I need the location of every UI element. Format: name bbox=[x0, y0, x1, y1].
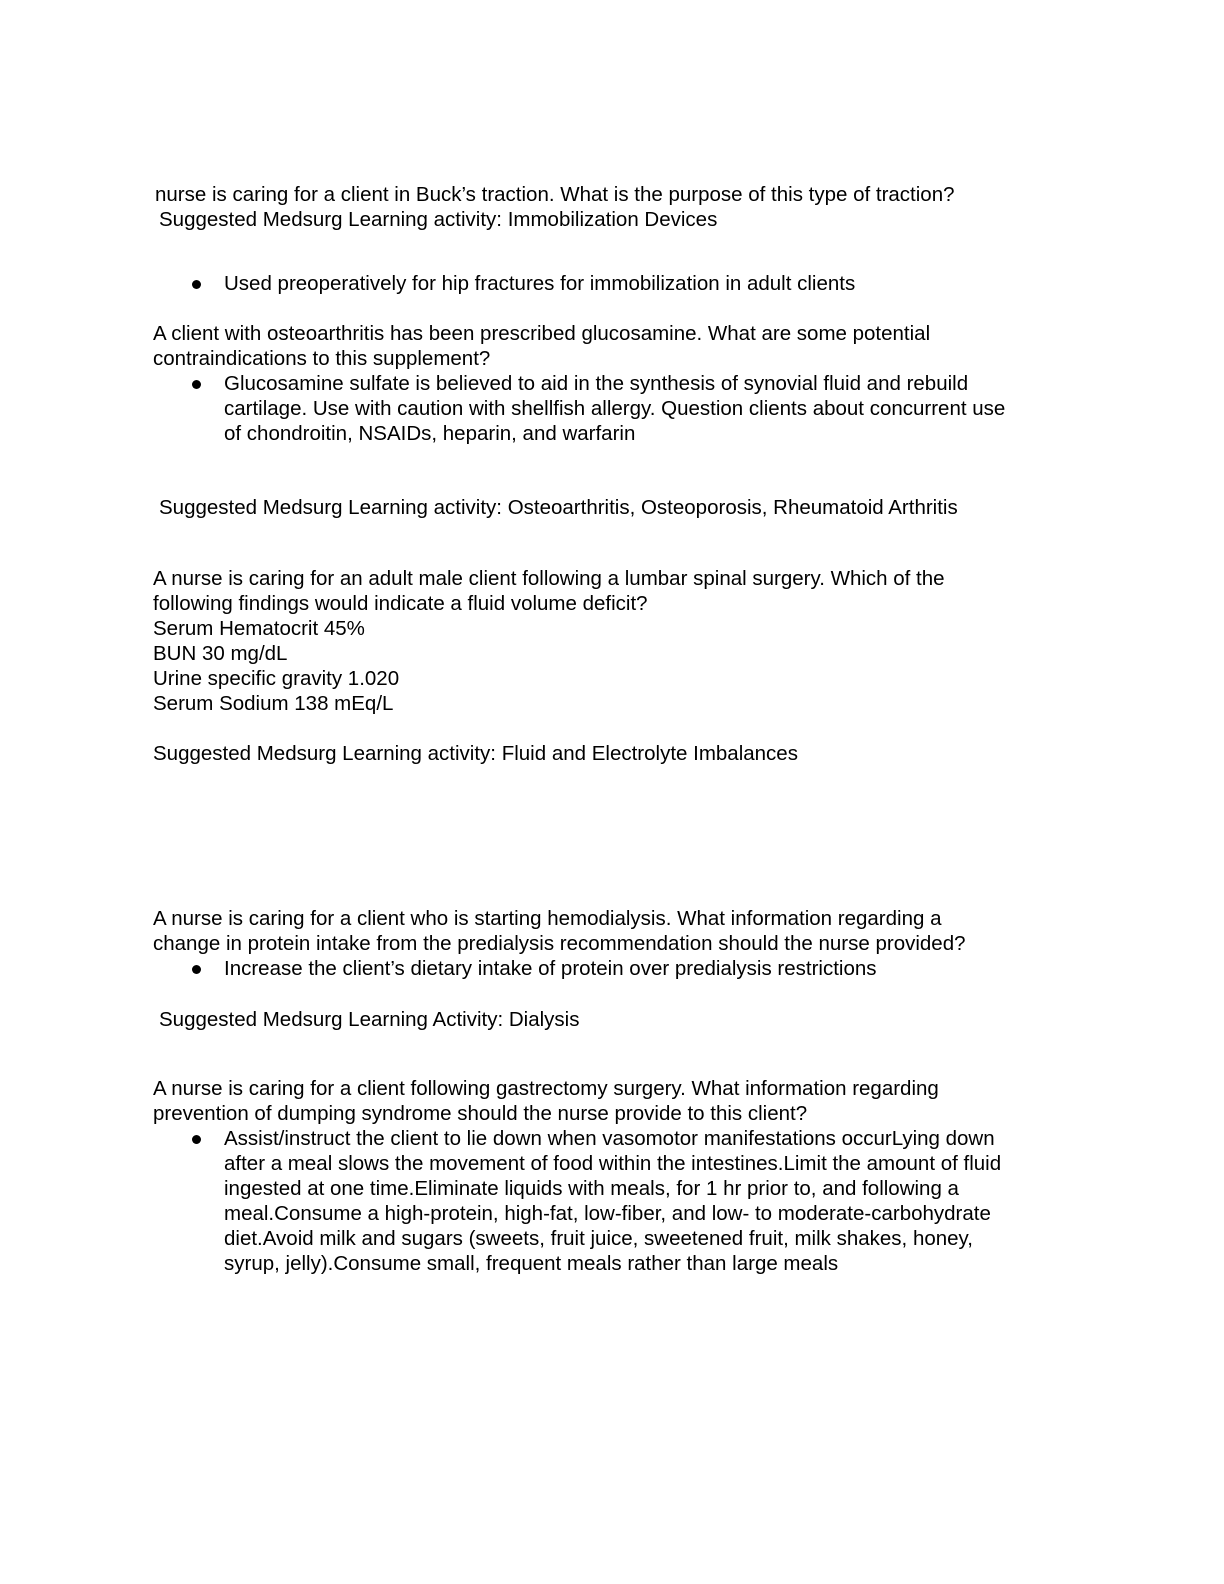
question-1-answer: Used preoperatively for hip fractures for immobilization in adult clients bbox=[224, 272, 856, 295]
question-1-text: nurse is caring for a client in Buck’s traction. What is the purpose of this type of traction? bbox=[155, 183, 955, 206]
question-1-activity: Suggested Medsurg Learning activity: Immobilization Devices bbox=[159, 208, 718, 231]
bullet-icon bbox=[192, 280, 201, 289]
question-2-answer-line-2: cartilage. Use with caution with shellfish allergy. Question clients about concurrent use bbox=[224, 397, 1006, 420]
bullet-icon bbox=[192, 380, 201, 389]
question-3-activity: Suggested Medsurg Learning activity: Fluid and Electrolyte Imbalances bbox=[153, 742, 798, 765]
question-3-option-1: Serum Hematocrit 45% bbox=[153, 617, 365, 640]
question-5-answer-line-6: syrup, jelly).Consume small, frequent meals rather than large meals bbox=[224, 1252, 839, 1275]
bullet-icon bbox=[192, 965, 201, 974]
question-2-text-line-1: A client with osteoarthritis has been prescribed glucosamine. What are some potential bbox=[153, 322, 931, 345]
question-2-answer-line-1: Glucosamine sulfate is believed to aid in the synthesis of synovial fluid and rebuild bbox=[224, 372, 969, 395]
question-5-text-line-1: A nurse is caring for a client following gastrectomy surgery. What information regarding bbox=[153, 1077, 939, 1100]
bullet-icon bbox=[192, 1135, 201, 1144]
question-5-answer-line-3: ingested at one time.Eliminate liquids with meals, for 1 hr prior to, and following a bbox=[224, 1177, 959, 1200]
question-4-activity: Suggested Medsurg Learning Activity: Dialysis bbox=[159, 1008, 580, 1031]
question-4-answer: Increase the client’s dietary intake of protein over predialysis restrictions bbox=[224, 957, 877, 980]
question-2-text-line-2: contraindications to this supplement? bbox=[153, 347, 491, 370]
question-5-text-line-2: prevention of dumping syndrome should the nurse provide to this client? bbox=[153, 1102, 808, 1125]
question-4-text-line-2: change in protein intake from the predialysis recommendation should the nurse provided? bbox=[153, 932, 966, 955]
question-3-option-2: BUN 30 mg/dL bbox=[153, 642, 288, 665]
question-5-answer-line-5: diet.Avoid milk and sugars (sweets, fruit juice, sweetened fruit, milk shakes, honey, bbox=[224, 1227, 973, 1250]
question-3-text-line-2: following findings would indicate a fluid volume deficit? bbox=[153, 592, 648, 615]
question-3-option-4: Serum Sodium 138 mEq/L bbox=[153, 692, 394, 715]
question-5-answer-line-1: Assist/instruct the client to lie down when vasomotor manifestations occurLying down bbox=[224, 1127, 995, 1150]
question-4-text-line-1: A nurse is caring for a client who is starting hemodialysis. What information regarding a bbox=[153, 907, 942, 930]
question-3-option-3: Urine specific gravity 1.020 bbox=[153, 667, 400, 690]
question-3-text-line-1: A nurse is caring for an adult male client following a lumbar spinal surgery. Which of the bbox=[153, 567, 945, 590]
question-2-answer-line-3: of chondroitin, NSAIDs, heparin, and warfarin bbox=[224, 422, 636, 445]
question-5-answer-line-2: after a meal slows the movement of food within the intestines.Limit the amount of fluid bbox=[224, 1152, 1002, 1175]
question-2-activity: Suggested Medsurg Learning activity: Osteoarthritis, Osteoporosis, Rheumatoid Arthritis bbox=[159, 496, 958, 519]
question-5-answer-line-4: meal.Consume a high-protein, high-fat, low-fiber, and low- to moderate-carbohydrate bbox=[224, 1202, 991, 1225]
